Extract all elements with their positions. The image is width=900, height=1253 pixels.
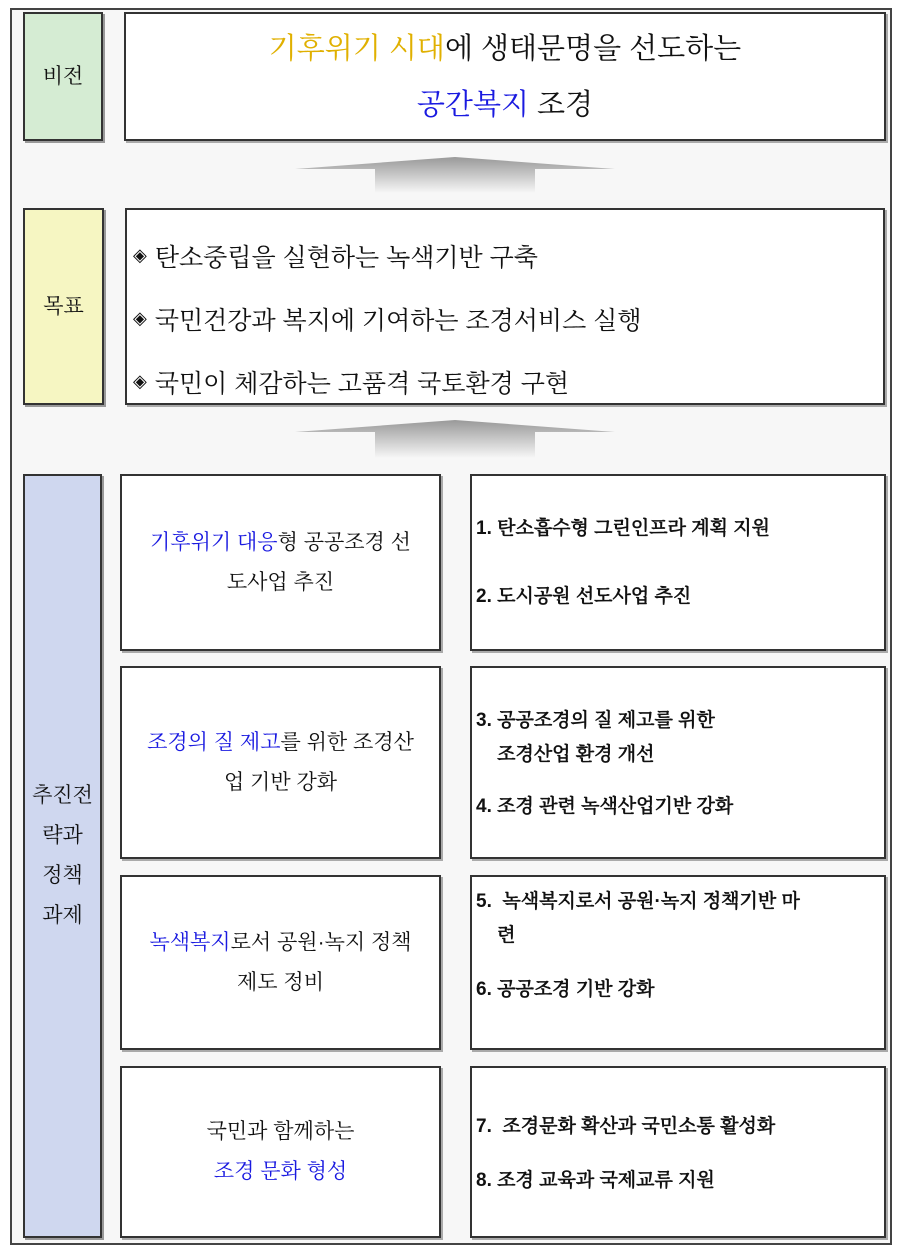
up-arrow-icon bbox=[295, 155, 615, 193]
strategy-label-line: 과제 bbox=[42, 903, 83, 927]
strategy-box bbox=[120, 474, 441, 651]
strategy-highlight: 기후위기 대응 bbox=[150, 530, 278, 554]
strategy-label-line: 정책 bbox=[42, 864, 83, 887]
goal-item bbox=[133, 224, 883, 287]
task-box bbox=[470, 474, 886, 651]
task-item: 6. 공공조경 기반 강화 bbox=[476, 979, 655, 1000]
goal-item bbox=[133, 350, 883, 413]
strategy-box bbox=[120, 1066, 441, 1238]
goal-item bbox=[133, 287, 883, 350]
diamond-bullet-icon: ◈ bbox=[133, 371, 147, 391]
strategy-text: 제도 정비 bbox=[237, 970, 324, 994]
goals-label: 목표 bbox=[23, 208, 104, 405]
strategy-box bbox=[120, 875, 441, 1050]
task-item: 1. 탄소흡수형 그린인프라 계획 지원 bbox=[476, 518, 770, 539]
diamond-bullet-icon: ◈ bbox=[133, 308, 147, 328]
vision-text: 에 생태문명을 선도하는 bbox=[444, 32, 742, 65]
strategy-box bbox=[120, 666, 441, 859]
vision-box bbox=[124, 12, 886, 141]
task-box bbox=[470, 875, 886, 1050]
goals-box bbox=[125, 208, 885, 405]
task-box bbox=[470, 666, 886, 859]
task-item: 련 bbox=[476, 925, 516, 946]
strategy-text: 를 위한 조경산 bbox=[280, 730, 414, 754]
strategy-text: 국민과 함께하는 bbox=[206, 1120, 355, 1143]
goal-text: 탄소중립을 실현하는 녹색기반 구축 bbox=[154, 243, 538, 272]
diamond-bullet-icon: ◈ bbox=[133, 245, 147, 265]
goal-text: 국민건강과 복지에 기여하는 조경서비스 실행 bbox=[154, 306, 642, 335]
strategy-label-line: 추진전 bbox=[32, 784, 93, 808]
strategy-text: 로서 공원·녹지 정책 bbox=[230, 930, 412, 954]
strategy-label bbox=[23, 474, 102, 1238]
vision-highlight: 공간복지 bbox=[416, 88, 529, 121]
strategy-label-line: 략과 bbox=[42, 824, 83, 848]
task-box bbox=[470, 1066, 886, 1238]
vision-line-1 bbox=[269, 21, 741, 77]
strategy-highlight: 조경 문화 형성 bbox=[213, 1160, 348, 1183]
strategy-text: 업 기반 강화 bbox=[223, 770, 338, 794]
strategy-highlight: 녹색복지 bbox=[149, 930, 231, 954]
strategy-text: 도사업 추진 bbox=[226, 570, 335, 594]
task-item: 3. 공공조경의 질 제고를 위한 bbox=[476, 710, 715, 731]
task-item: 5. 녹색복지로서 공원·녹지 정책기반 마 bbox=[476, 891, 800, 912]
goal-text: 국민이 체감하는 고품격 국토환경 구현 bbox=[154, 369, 570, 398]
vision-text: 조경 bbox=[528, 88, 594, 121]
task-item: 8. 조경 교육과 국제교류 지원 bbox=[476, 1170, 715, 1191]
vision-line-2 bbox=[417, 77, 593, 133]
strategy-highlight: 조경의 질 제고 bbox=[147, 730, 281, 754]
task-item: 4. 조경 관련 녹색산업기반 강화 bbox=[476, 796, 734, 817]
up-arrow-icon bbox=[295, 418, 615, 458]
task-item: 조경산업 환경 개선 bbox=[476, 744, 655, 765]
task-item: 7. 조경문화 확산과 국민소통 활성화 bbox=[476, 1116, 776, 1137]
vision-highlight: 기후위기 시대 bbox=[268, 32, 445, 65]
vision-label: 비전 bbox=[23, 12, 103, 141]
strategy-text: 형 공공조경 선 bbox=[277, 530, 411, 554]
task-item: 2. 도시공원 선도사업 추진 bbox=[476, 586, 692, 607]
